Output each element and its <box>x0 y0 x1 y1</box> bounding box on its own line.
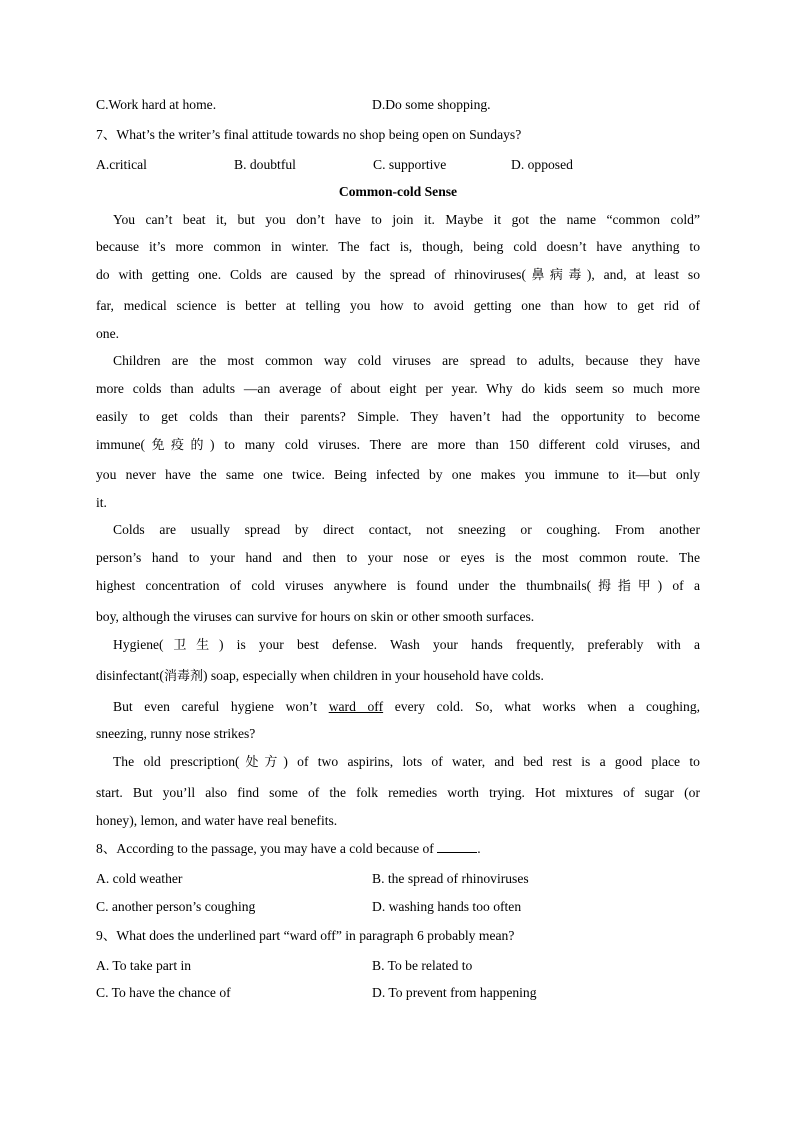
p1-line-3-b: ), and, at least so <box>586 267 700 282</box>
p4-line-2-a: disinfectant( <box>96 668 164 683</box>
p3-line-4: boy, although the viruses can survive for hours on skin or other smooth surfaces. <box>96 609 535 624</box>
p2-line-4-b: ) to many cold viruses. There are more than 150 different cold viruses, and <box>209 437 700 452</box>
underlined-ward-off: ward off <box>328 699 384 714</box>
answer-blank <box>437 840 477 853</box>
p2-line-4 <box>96 436 700 455</box>
p1-line-5: one. <box>96 326 120 341</box>
p2-line-1: Children are the most common way cold viruses are spread to adults, because they have <box>113 353 700 368</box>
p4-line-2 <box>96 667 700 686</box>
q9-option-b: B. To be related to <box>372 958 473 973</box>
q8-option-b: B. the spread of rhinoviruses <box>372 871 529 886</box>
q9-stem: 9、What does the underlined part “ward off” in paragraph 6 probably mean? <box>96 928 515 943</box>
p6-gloss-prescription: 处方 <box>239 755 284 770</box>
p3-line-3-b: ) of a <box>657 578 700 593</box>
q7-option-d: D. opposed <box>511 157 573 172</box>
q9-option-d: D. To prevent from happening <box>372 985 537 1000</box>
p1-line-3-a: do with getting one. Colds are caused by the spread of rhinoviruses( <box>96 267 526 282</box>
p4-gloss-hygiene: 卫生 <box>163 638 219 653</box>
passage-title: Common-cold Sense <box>338 184 458 199</box>
p1-line-3 <box>96 266 700 285</box>
p2-gloss-immune: 免疫的 <box>145 438 210 453</box>
p6-line-1-a: The old prescription( <box>113 754 240 769</box>
q8-option-a: A. cold weather <box>96 871 183 886</box>
p5-line-2: sneezing, runny nose strikes? <box>96 726 256 741</box>
p6-line-1-b: ) of two aspirins, lots of water, and bed rest is a good place to <box>283 754 700 769</box>
q7-option-c: C. supportive <box>373 157 447 172</box>
p6-line-2: start. But you’ll also find some of the folk remedies worth trying. Hot mixtures of sugar (or <box>96 785 700 800</box>
p4-line-1 <box>96 636 700 655</box>
p3-gloss-thumbnail: 拇指甲 <box>591 579 658 594</box>
p3-line-3 <box>96 577 700 596</box>
p4-line-2-b: ) soap, especially when children in your household have colds. <box>202 668 544 683</box>
q6-option-d: D.Do some shopping. <box>372 97 491 112</box>
p2-line-4-a: immune( <box>96 437 146 452</box>
p1-gloss-rhinovirus: 鼻病毒 <box>525 268 587 283</box>
p4-line-1-b: ) is your best defense. Wash your hands frequently, preferably with a <box>218 637 700 652</box>
p2-line-2: more colds than adults —an average of about eight per year. Why do kids seem so much more <box>96 381 700 396</box>
q8-option-d: D. washing hands too often <box>372 899 522 914</box>
q8-stem-end: . <box>477 841 481 856</box>
q7-stem: 7、What’s the writer’s final attitude towards no shop being open on Sundays? <box>96 127 522 142</box>
q7-option-b: B. doubtful <box>234 157 296 172</box>
q6-option-c: C.Work hard at home. <box>96 97 217 112</box>
q8-stem-row <box>96 840 700 858</box>
q8-option-c: C. another person’s coughing <box>96 899 256 914</box>
q9-option-c: C. To have the chance of <box>96 985 231 1000</box>
p4-gloss-disinfectant: 消毒剂 <box>163 669 203 684</box>
p1-line-1: You can’t beat it, but you don’t have to join it. Maybe it got the name “common cold” <box>113 212 700 227</box>
p6-line-1 <box>96 753 700 772</box>
p5-line-1-a: But even careful hygiene won’t <box>113 699 318 714</box>
p3-line-1: Colds are usually spread by direct contact, not sneezing or coughing. From another <box>113 522 700 537</box>
p4-line-1-a: Hygiene( <box>113 637 164 652</box>
q7-option-a: A.critical <box>96 157 147 172</box>
p3-line-3-a: highest concentration of cold viruses anywhere is found under the thumbnails( <box>96 578 592 593</box>
p6-line-3: honey), lemon, and water have real benefits. <box>96 813 338 828</box>
q8-stem: 8、According to the passage, you may have a cold because of <box>96 841 434 856</box>
p2-line-5: you never have the same one twice. Being infected by one makes you immune to it—but only <box>96 467 700 482</box>
p1-line-4: far, medical science is better at telling you how to avoid getting one than how to get rid of <box>96 298 700 313</box>
p2-line-3: easily to get colds than their parents? Simple. They haven’t had the opportunity to become <box>96 409 700 424</box>
p1-line-2: because it’s more common in winter. The fact is, though, being cold doesn’t have anything to <box>96 239 700 254</box>
p5-line-1 <box>96 698 700 716</box>
p2-line-6: it. <box>96 495 107 510</box>
q9-option-a: A. To take part in <box>96 958 192 973</box>
p3-line-2: person’s hand to your hand and then to your nose or eyes is the most common route. The <box>96 550 700 565</box>
p5-line-1-b: every cold. So, what works when a coughing, <box>394 699 701 714</box>
